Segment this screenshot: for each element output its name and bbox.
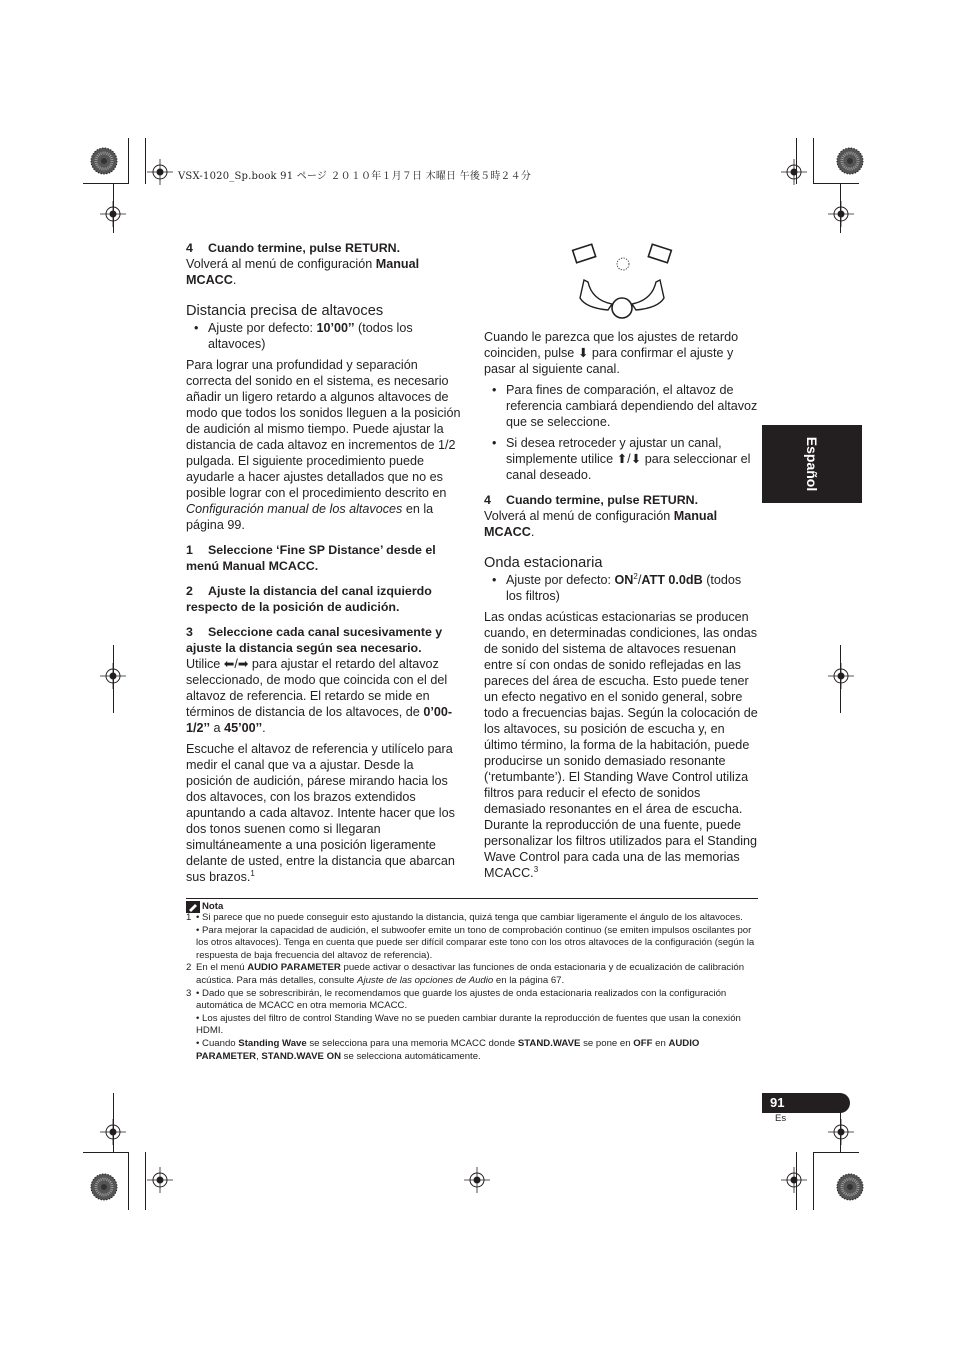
note-1b: • Para mejorar la capacidad de audición, el subwoofer emite un tono de comprobación continuo (se emiten impulsos oscilantes por los otros altavoces). Tenga en cuenta que puede ser difícil comparar este tono con los otros altavoces de la configuración (según la respuesta de baja frecuencia del altavoz de referencia). <box>196 924 755 961</box>
registration-mark-icon <box>828 663 854 689</box>
down-arrow-icon: ⬇ <box>577 346 589 360</box>
notes-heading: Nota <box>202 901 224 912</box>
language-tab-label: Español <box>804 436 820 492</box>
left-column <box>186 240 461 885</box>
bullet-reference-speaker: • Para fines de comparación, el altavoz de referencia cambiará dependiendo del altavoz que se seleccione. <box>484 382 759 430</box>
registration-mark-icon <box>147 159 173 185</box>
print-header: VSX-1020_Sp.book 91 ページ ２０１０年１月７日 木曜日 午後５時２４分 <box>178 171 532 182</box>
section-title-onda: Onda estacionaria <box>484 555 603 571</box>
registration-mark-icon <box>100 663 126 689</box>
registration-mark-icon <box>147 1167 173 1193</box>
starburst-mark-icon <box>836 147 864 175</box>
intro-paragraph: Para lograr una profundidad y separación correcta del sonido en el sistema, es necesario añadir un ligero retardo a algunos altavoces de modo que todos los sonidos lleguen a la posición de audición al mismo tiempo. Puede ajustar la distancia de cada altavoz en incrementos de 1/2 pulgada. El siguiente procedimiento puede ayudarle a hacer ajustes detallados que no es posible lograr con el procedimiento descrito en Configuración manual de los altavoces en la página 99. <box>186 358 461 532</box>
left-speaker-icon <box>573 244 596 263</box>
onda-body: Las ondas acústicas estacionarias se producen cuando, en determinadas condiciones, las ondas de sonido del sistema de altavoces resuenan entre sí con ondas de sonido reflejadas en las pareces del área de escucha. Esto puede tener un efecto negativo en el sonido general, sobre todo a frecuencias bajas. Según la colocación de los altavoces, su posición de escucha y, en último término, la forma de la habitación, puede producirse un sonido demasiado resonante (‘retumbante’). El Standing Wave Control utiliza filtros para reducir el efecto de sonidos demasiado resonantes en el área de escucha. Durante la reproducción de una fuente, puede personalizar los filtros utilizados para el Standing Wave Control para cada una de las memorias MCACC.$^3$ <box>484 610 758 880</box>
step-3-title: 3 Seleccione cada canal sucesivamente y ajuste la distancia según sea necesario. <box>186 625 443 655</box>
step-2-title: 2 Ajuste la distancia del canal izquierdo respecto de la posición de audición. <box>186 584 432 614</box>
step-4-body: Volverá al menú de configuración Manual MCACC. <box>186 257 420 287</box>
page-number: 91 <box>770 1095 785 1110</box>
note-3b: • Los ajustes del filtro de control Standing Wave no se pueden cambiar durante la reproducción de fuentes que usan la conexión HDMI. <box>196 1012 741 1037</box>
registration-mark-icon <box>464 1167 490 1193</box>
note-2: 2 En el menú AUDIO PARAMETER puede activar o desactivar las funciones de onda estacionaria y de ecualización de calibración acústica. Para más detalles, consulte Ajuste de las opciones de Audio en la página 67. <box>186 962 745 986</box>
starburst-mark-icon <box>836 1173 864 1201</box>
registration-mark-icon <box>781 1167 807 1193</box>
speaker-diagram <box>566 238 678 322</box>
note-3c: • Cuando Standing Wave se selecciona para una memoria MCACC donde STAND.WAVE se pone en OFF en AUDIO PARAMETER, STAND.WAVE ON se selecciona automáticamente. <box>196 1037 700 1062</box>
section-title-distancia: Distancia precisa de altavoces <box>186 303 384 319</box>
right-speaker-icon <box>648 244 671 263</box>
right-column <box>484 329 759 881</box>
page-language-code: Es <box>775 1113 787 1124</box>
listener-icon <box>580 280 664 318</box>
subwoofer-icon <box>617 258 629 270</box>
bullet-go-back: • Si desea retroceder y ajustar un canal, simplemente utilice ⬆/⬇ para seleccionar el canal deseado. <box>484 435 759 483</box>
note-3a: 3 • Dado que se sobrescribirán, le recomendamos que guarde los ajustes de onda estacionaria realizados con la configuración automática de MCACC en otra memoria MCACC. <box>186 987 727 1012</box>
step-4-title: 4 Cuando termine, pulse RETURN. <box>186 241 401 255</box>
default-setting-distancia: • Ajuste por defecto: 10’00’’ (todos los altavoces) <box>186 320 461 352</box>
up-down-arrows-icon: ⬆/⬇ <box>616 452 642 466</box>
registration-mark-icon <box>100 1119 126 1145</box>
registration-mark-icon <box>100 201 126 227</box>
starburst-mark-icon <box>90 147 118 175</box>
registration-mark-icon <box>828 1119 854 1145</box>
registration-mark-icon <box>781 159 807 185</box>
step-4-body-right: Volverá al menú de configuración Manual MCACC. <box>484 509 718 539</box>
registration-mark-icon <box>828 201 854 227</box>
default-setting-onda: • Ajuste por defecto: $ON^2$/ATT 0.0dB (todos los filtros) <box>484 572 759 604</box>
note-1a: 1 • Si parece que no puede conseguir esto ajustando la distancia, quizá tenga que cambiar ligeramente el ángulo de los altavoces. <box>186 912 743 923</box>
notes-divider <box>186 898 758 899</box>
step-4-title-right: 4 Cuando termine, pulse RETURN. <box>484 493 699 507</box>
left-right-arrows-icon: ⬅/➡ <box>223 657 249 671</box>
step-1-title: 1 Seleccione ‘Fine SP Distance’ desde el menú Manual MCACC. <box>186 543 436 573</box>
notes-block <box>186 912 758 1063</box>
listen-paragraph: Escuche el altavoz de referencia y utilícelo para medir el canal que va a ajustar. Desde la posición de audición, párese mirando hacia los dos altavoces, con los brazos extendidos apuntando a cada altavoz. Intente hacer que los dos tonos suenen como si llegaran simultáneamente a una posición ligeramente delante de usted, entre la distancia que abarcan sus brazos.$^1$ <box>186 742 455 884</box>
confirm-paragraph: Cuando le parezca que los ajustes de retardo coinciden, pulse ⬇ para confirmar el ajuste y pasar al siguiente canal. <box>484 330 739 376</box>
starburst-mark-icon <box>90 1173 118 1201</box>
step-3-body: Utilice ⬅/➡ para ajustar el retardo del altavoz seleccionado, de modo que coincida con el del altavoz de referencia. El retardo se mide en términos de distancia de los altavoces, de 0’00-1/2’’ a 45’00’’. <box>186 657 453 735</box>
